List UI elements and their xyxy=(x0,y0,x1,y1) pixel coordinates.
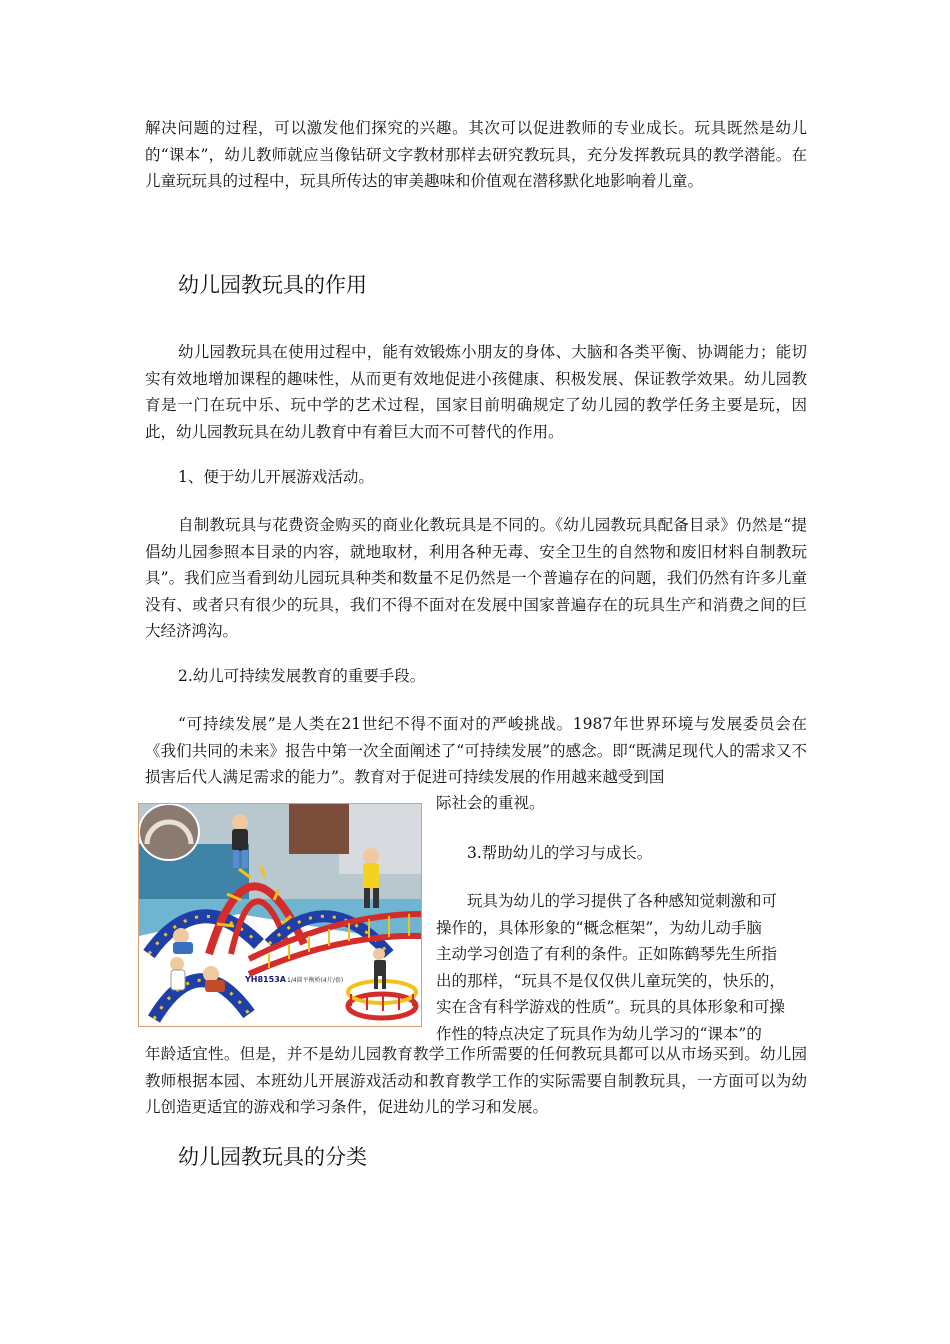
section-heading-functions: 幼儿园教玩具的作用 xyxy=(178,273,367,297)
section-heading-classification: 幼儿园教玩具的分类 xyxy=(178,1145,367,1169)
point3-title: 3.帮助幼儿的学习与成长。 xyxy=(467,844,653,862)
figure-product-code: YH8153A xyxy=(245,975,286,984)
balance-bridge-photo xyxy=(138,803,422,1027)
point3-line: 实在含有科学游戏的性质”。玩具的具体形象和可操 xyxy=(436,998,785,1016)
point1-title: 1、便于幼儿开展游戏活动。 xyxy=(178,468,374,486)
point3-line: 操作的，具体形象的“概念框架”，为幼儿动手脑 xyxy=(436,918,762,937)
intro-paragraph: 解决问题的过程，可以激发他们探究的兴趣。其次可以促进教师的专业成长。玩具既然是幼儿的“课本”，幼儿教师就应当像钻研文字教材那样去研究教玩具，充分发挥教玩具的教学潜能。在儿童玩玩具的过程中，玩具所传达的审美趣味和价值观在潜移默化地影响着儿童。 xyxy=(145,119,807,190)
point1-paragraph: 自制教玩具与花费资金购买的商业化教玩具是不同的。《幼儿园教玩具配备目录》仍然是“提倡幼儿园参照本目录的内容，就地取材，利用各种无毒、安全卫生的自然物和废旧材料自制教玩具”。我们应当看到幼儿园玩具种类和数量不足仍然是一个普遍存在的问题，我们仍然有许多儿童没有、或者只有很少的玩具，我们不得不面对在发展中国家普遍存在的玩具生产和消费之间的巨大经济鸿沟。 xyxy=(145,516,807,640)
figure-product-desc: 1/4圆平衡桥(4片/套) xyxy=(287,977,344,984)
point3-line: 玩具为幼儿的学习提供了各种感知觉刺激和可 xyxy=(467,892,778,910)
functions-paragraph: 幼儿园教玩具在使用过程中，能有效锻炼小朋友的身体、大脑和各类平衡、协调能力；能切实有效地增加课程的趣味性，从而更有效地促进小孩健康、积极发展、保证教学效果。幼儿园教育是一门在玩中乐、玩中学的艺术过程，国家目前明确规定了幼儿园的教学任务主要是玩，因此，幼儿园教玩具在幼儿教育中有着巨大而不可替代的作用。 xyxy=(145,343,807,441)
point3-line: 作性的特点决定了玩具作为幼儿学习的“课本”的 xyxy=(436,1024,762,1043)
point3-wrapped-text xyxy=(436,888,806,1047)
point2-paragraph-continued: 际社会的重视。 xyxy=(436,794,545,812)
point2-title: 2.幼儿可持续发展教育的重要手段。 xyxy=(178,667,426,685)
point3-line: 主动学习创造了有利的条件。正如陈鹤琴先生所指 xyxy=(436,945,778,963)
point3-paragraph-full: 年龄适宜性。但是，并不是幼儿园教育教学工作所需要的任何教玩具都可以从市场买到。幼儿园教师根据本园、本班幼儿开展游戏活动和教育教学工作的实际需要自制教玩具，一方面可以为幼儿创造更适宜的游戏和学习条件，促进幼儿的学习和发展。 xyxy=(145,1045,807,1116)
point2-paragraph: “可持续发展”是人类在21世纪不得不面对的严峻挑战。1987年世界环境与发展委员会在《我们共同的未来》报告中第一次全面阐述了“可持续发展”的感念。即“既满足现代人的需求又不损害后代人满足需求的能力”。教育对于促进可持续发展的作用越来越受到国 xyxy=(145,715,807,786)
point3-line: 出的那样，“玩具不是仅仅供儿童玩笑的，快乐的， xyxy=(436,971,785,990)
balance-bridge-illustration xyxy=(139,804,421,1026)
